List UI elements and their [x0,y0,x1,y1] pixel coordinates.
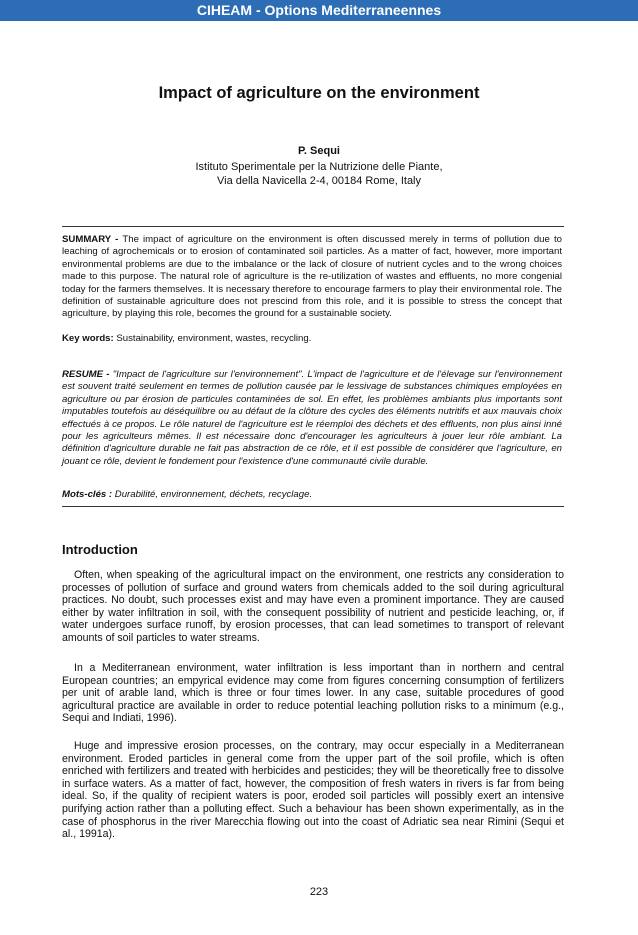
keywords-text: Sustainability, environment, wastes, recycling. [116,333,312,344]
affiliation-line: Istituto Sperimentale per la Nutrizione delle Piante, [195,161,443,173]
intro-paragraph-1: Often, when speaking of the agricultural impact on the environment, one restricts any consideration to processes of pollution of surface and ground waters from chemicals added to the soil during agricultural practices. No doubt, such processes exist and may have even a prominent importance. They are caused either by water infiltration in soil, with the consequent possibility of nutrient and pesticide leaching, or, if water undergoes surface runoff, by erosion processes, that can lead sometimes to transport of relevant amounts of soil particles to water streams. [62,569,564,644]
intro-paragraph-2: In a Mediterranean environment, water infiltration is less important than in northern and central European countries; an empyrical evidence may come from figures concerning consumption of fertilizers per unit of arable land, which is three or four times lower. In any case, suitable procedures of good agricultural practice are available in order to reduce potential leaching pollution risks to a minimum (e.g., Sequi and Indiati, 1996). [62,662,564,725]
resume-label: RESUME - [62,369,110,380]
summary-paragraph [62,234,562,321]
author-affiliation [0,160,638,188]
affiliation-line: Via della Navicella 2-4, 00184 Rome, Italy [216,175,422,187]
top-divider [62,226,564,227]
page-number: 223 [309,886,329,898]
keywords [62,333,562,345]
keywords-label: Key words: [62,333,114,344]
mots-cles [62,489,562,501]
summary-label: SUMMARY - [62,234,119,245]
bottom-divider [62,506,564,507]
resume-paragraph [62,369,562,468]
mots-cles-label: Mots-clés : [62,489,113,500]
summary-text: The impact of agriculture on the environment is often discussed merely in terms of pollution due to leaching of agrochemicals or to erosion of contaminated soil particles. As a matter of fact, however, more important environmental problems are due to the imbalance or the lack of closure of nutrient cycles and to the wrong choices made to this purpose. The natural role of agriculture is the re-utilization of wastes and effluents, no more congenial today for the farmers themselves. It is necessary therefore to encourage farmers to play their environmental role. The definition of sustainable agriculture does not prescind from this role, and it is possible to stress the concept that agriculture, by playing this role, becomes the ground for a sustainable society. [62,234,562,320]
paper-title: Impact of agriculture on the environment [158,84,480,102]
mots-cles-text: Durabilité, environnement, déchets, recyclage. [114,489,313,500]
author-name: P. Sequi [298,145,340,157]
journal-banner: CIHEAM - Options Mediterraneennes [0,0,638,21]
intro-paragraph-3: Huge and impressive erosion processes, on the contrary, may occur especially in a Mediterranean environment. Eroded particles in general come from the upper part of the soil profile, which is often enriched with fertilizers and treated with herbicides and pesticides; they will be theoretically free to dissolve in surface waters. As a matter of fact, however, the composition of fresh waters in rivers is far from being ideal. So, if the quality of recipient waters is poor, eroded soil particles will possibly exert an intensive purifying action rather than a polluting effect. Such a behaviour has been shown experimentally, as in the case of phosphorus in the river Marecchia flowing out into the coast of Adriatic sea near Rimini (Sequi et al., 1991a). [62,740,564,841]
introduction-heading: Introduction [62,542,138,557]
resume-text: "Impact de l'agriculture sur l'environnement". L'impact de l'agriculture et de l'élevage sur l'environnement est souvent traité seulement en termes de pollution causée par le lessivage de substances chimiques employées en agriculture ou par érosion de particules contaminées de sol. En effet, les problèmes ambiants plus importants sont imputables toutefois au déséquilibre ou au défaut de la clôture des cycles des éléments nutritifs et aux mauvais choix effectués à ce propos. Le rôle naturel de l'agriculture est le réemploi des déchets et des effluents, non plus ainsi inné pour les agriculteurs mêmes. Il est nécessaire donc d'encourager les agriculteurs à jouer leur rôle ambiant. La définition d'agriculture durable ne fait pas abstraction de ce rôle, et il est possible de considérer que l'agriculture, en jouant ce rôle, devient le fondement pour l'existence d'une communauté civile durable. [62,369,562,467]
